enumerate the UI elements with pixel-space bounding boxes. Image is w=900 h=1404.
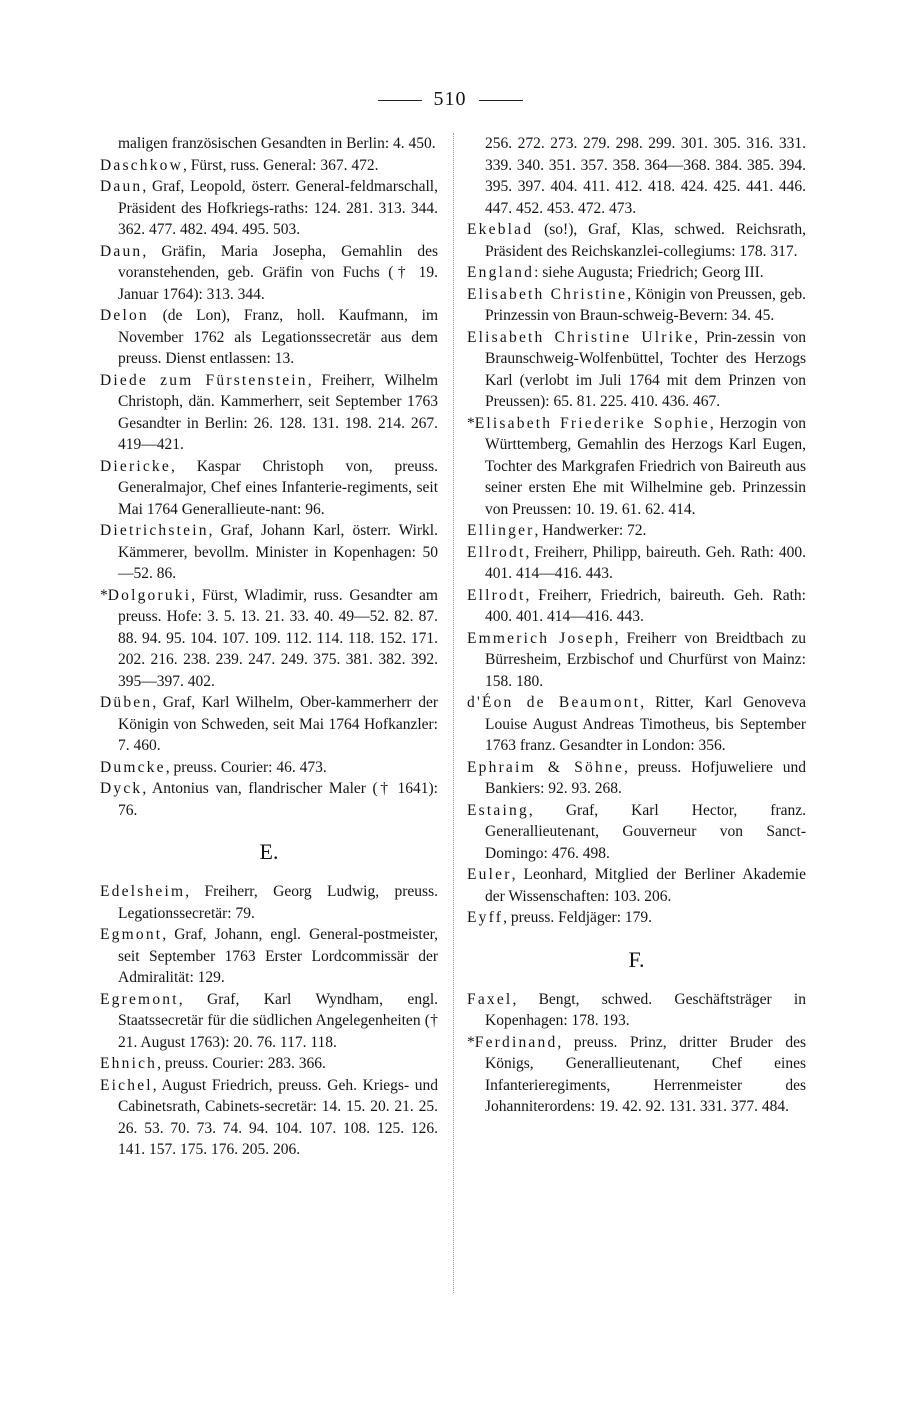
entry-headword: Dumcke	[100, 758, 166, 776]
entry-text: (de Lon), Franz, holl. Kaufmann, im November 1762 als Legationssecretär aus dem preuss. Dienst entlassen: 13.	[118, 307, 438, 367]
entry-headword: Dietrichstein	[100, 522, 209, 539]
entry-text: , Königin von Preussen, geb. Prinzessin von Braun-schweig-Bevern: 34. 45.	[485, 285, 806, 324]
entry-text: , preuss. Feldjäger: 179.	[503, 909, 653, 926]
entry-text: , preuss. Courier: 283. 366.	[157, 1055, 326, 1072]
entry-headword: England	[467, 264, 535, 281]
entry-text: : siehe Augusta; Friedrich; Georg III.	[534, 264, 764, 281]
asterisk-mark: *	[467, 414, 475, 432]
index-entry	[100, 1075, 438, 1161]
entry-text: , Fürst, russ. General: 367. 472.	[183, 156, 379, 174]
entry-text: , Freiherr von Breidtbach zu Bürresheim, Erzbischof und Churfürst von Mainz: 158. 180.	[485, 629, 806, 690]
index-entry	[100, 989, 438, 1054]
entry-text: , Graf, Karl Hector, franz. Generallieutenant, Gouverneur von Sanct-Domingo: 476. 498.	[485, 801, 806, 862]
index-entry	[467, 219, 806, 262]
index-entry	[100, 305, 438, 370]
entry-headword: Diericke	[100, 457, 171, 475]
entry-text: , Handwerker: 72.	[534, 522, 647, 539]
entry-text: , Antonius van, flandrischer Maler († 1641): 76.	[118, 780, 438, 819]
entry-text: , Herzogin von Württemberg, Gemahlin des Herzogs Karl Eugen, Tochter des Markgrafen Friedrich von Baireuth aus seiner ersten Ehe mit Wilhelmine geb. Prinzessin von Preussen: 10. 19. 61. 62. 414.	[485, 414, 806, 518]
section-letter: E.	[259, 839, 279, 864]
entry-text: maligen französischen Gesandten in Berlin: 4. 450.	[118, 135, 436, 152]
index-entry	[467, 800, 806, 865]
index-entry	[467, 907, 806, 929]
index-entry	[100, 778, 438, 821]
entry-headword: Eyff	[467, 909, 504, 926]
index-entry	[467, 989, 806, 1032]
column-divider	[453, 133, 454, 1293]
entry-headword: Ephraim & Söhne	[467, 758, 624, 776]
entry-headword: Egremont	[100, 990, 179, 1008]
entry-headword: Dolgoruki	[107, 586, 192, 604]
index-entry	[467, 262, 806, 284]
entry-headword: Delon	[100, 307, 149, 324]
entry-headword: Ellrodt	[467, 543, 526, 561]
entry-text: , Gräfin, Maria Josepha, Gemahlin des voranstehenden, geb. Gräfin von Fuchs († 19. Januar 1764): 313. 344.	[118, 242, 438, 303]
index-entry	[467, 692, 806, 757]
entry-headword: Eichel	[100, 1076, 153, 1094]
entry-headword: Diede zum Fürstenstein	[100, 371, 308, 389]
index-entry	[467, 413, 806, 521]
index-entry	[100, 241, 438, 306]
entry-text: , Leonhard, Mitglied der Berliner Akademie der Wissenschaften: 103. 206.	[485, 866, 806, 905]
index-entry	[467, 628, 806, 693]
header-rule-right	[479, 100, 523, 101]
entry-headword: Elisabeth Friederike Sophie	[474, 414, 710, 432]
section-letter: F.	[628, 946, 645, 972]
index-entry	[100, 1053, 438, 1075]
page-header	[0, 88, 900, 111]
entry-headword: Ferdinand	[474, 1033, 558, 1051]
entry-text: , Graf, Johann, engl. General-postmeister, seit September 1763 Erster Lordcommissär der Admiralität: 129.	[118, 926, 438, 986]
index-entry	[467, 1032, 806, 1118]
index-column-right	[467, 133, 806, 1118]
entry-text: , Fürst, Wladimir, russ. Gesandter am preuss. Hofe: 3. 5. 13. 21. 33. 40. 49—52. 82. 87. 88. 94. 95. 104. 107. 109. 112. 114. 118. 152. 171. 202. 216. 238. 239. 247. 249. 375. 381. 382. 392. 395—397. 402.	[118, 586, 438, 690]
entry-headword: Faxel	[467, 990, 513, 1008]
entry-headword: Euler	[467, 866, 512, 883]
entry-headword: Düben	[100, 694, 153, 711]
entry-text: , Graf, Karl Wilhelm, Ober-kammerherr der Königin von Schweden, seit Mai 1764 Hofkanzler: 7. 460.	[118, 694, 438, 754]
entry-headword: Dyck	[100, 780, 143, 797]
index-entry	[467, 585, 806, 628]
index-entry	[467, 864, 806, 907]
entry-headword: d'Éon de Beaumont	[467, 694, 641, 711]
entry-headword: Egmont	[100, 926, 163, 943]
index-entry	[467, 284, 806, 327]
index-entry	[467, 542, 806, 585]
entry-text: , preuss. Prinz, dritter Bruder des Königs, Generallieutenant, Chef eines Infanterieregiments, Herrenmeister des Johanniterordens: 19. 42. 92. 131. 331. 377. 484.	[485, 1033, 806, 1115]
index-entry	[467, 520, 806, 542]
entry-headword: Estaing	[467, 801, 529, 819]
header-rule-left	[378, 100, 422, 101]
index-entry	[100, 924, 438, 989]
entry-text: , Kaspar Christoph von, preuss. Generalmajor, Chef eines Infanterie-regiments, seit Mai 1764 Generallieute-nant: 96.	[118, 457, 438, 518]
entry-text: , preuss. Courier: 46. 473.	[165, 758, 327, 776]
entry-text: , August Friedrich, preuss. Geh. Kriegs- und Cabinetsrath, Cabinets-secretär: 14. 15. 20. 21. 25. 26. 53. 70. 73. 74. 94. 104. 107. 108. 125. 126. 141. 157. 175. 176. 205. 206.	[118, 1076, 438, 1158]
index-entry	[100, 881, 438, 924]
entry-headword: Edelsheim	[100, 883, 186, 900]
entry-text: , Freiherr, Friedrich, baireuth. Geh. Rath: 400. 401. 414—416. 443.	[485, 586, 806, 625]
entry-text: 256. 272. 273. 279. 298. 299. 301. 305. 316. 331. 339. 340. 351. 357. 358. 364—368. 384. 385. 394. 395. 397. 404. 411. 412. 418. 424. 425. 441. 446. 447. 452. 453. 472. 473.	[485, 135, 806, 217]
asterisk-mark: *	[467, 1033, 475, 1051]
index-entry-continuation	[467, 133, 806, 219]
index-entry	[467, 757, 806, 800]
entry-headword: Ekeblad	[467, 221, 534, 238]
index-entry	[100, 585, 438, 693]
entry-headword: Elisabeth Christine Ulrike	[467, 328, 695, 346]
entry-text: , Graf, Karl Wyndham, engl. Staatssecretär für die südlichen Angelegenheiten († 21. August 1763): 20. 76. 117. 118.	[118, 990, 438, 1051]
entry-text: , preuss. Hofjuweliere und Bankiers: 92. 93. 268.	[485, 758, 807, 797]
entry-headword: Ellrodt	[467, 586, 526, 604]
index-entry	[100, 456, 438, 521]
entry-text: , Prin-zessin von Braunschweig-Wolfenbüttel, Tochter des Herzogs Karl (verlobt im Juli 1764 mit dem Prinzen von Preussen): 65. 81. 225. 410. 436. 467.	[485, 328, 806, 410]
entry-text: , Graf, Leopold, österr. General-feldmarschall, Präsident des Hofkriegs-raths: 124. 281. 313. 344. 362. 477. 482. 494. 495. 503.	[118, 178, 438, 238]
entry-headword: Daun	[100, 178, 143, 195]
entry-text: , Graf, Johann Karl, österr. Wirkl. Kämmerer, bevollm. Minister in Kopenhagen: 50—52. 86.	[118, 522, 438, 582]
index-entry	[100, 757, 438, 779]
index-entry	[467, 327, 806, 413]
entry-text: , Freiherr, Georg Ludwig, preuss. Legationssecretär: 79.	[118, 883, 438, 922]
entry-headword: Elisabeth Christine	[467, 285, 628, 303]
index-entry	[100, 520, 438, 585]
entry-headword: Ellinger	[467, 522, 535, 539]
entry-headword: Ehnich	[100, 1055, 158, 1072]
entry-text: , Bengt, schwed. Geschäftsträger in Kopenhagen: 178. 193.	[485, 990, 806, 1029]
index-entry	[100, 176, 438, 241]
page-number: 510	[433, 88, 467, 110]
entry-text: , Freiherr, Wilhelm Christoph, dän. Kammerherr, seit September 1763 Gesandter in Berlin: 26. 128. 131. 198. 214. 267. 419—421.	[118, 371, 439, 453]
asterisk-mark: *	[100, 586, 108, 604]
index-entry	[100, 370, 438, 456]
index-entry	[100, 155, 438, 177]
entry-headword: Emmerich Joseph	[467, 629, 615, 647]
index-column-left	[100, 133, 438, 1161]
entry-headword: Daun	[100, 242, 143, 260]
entry-text: , Ritter, Karl Genoveva Louise August Andreas Timotheus, bis September 1763 franz. Gesandter in London: 356.	[485, 694, 806, 754]
entry-text: , Freiherr, Philipp, baireuth. Geh. Rath: 400. 401. 414—416. 443.	[485, 543, 806, 582]
entry-headword: Daschkow	[100, 156, 184, 174]
index-entry	[100, 692, 438, 757]
index-entry-continuation	[100, 133, 438, 155]
entry-text: (so!), Graf, Klas, schwed. Reichsrath, Präsident des Reichskanzlei-collegiums: 178. 317.	[485, 221, 806, 260]
